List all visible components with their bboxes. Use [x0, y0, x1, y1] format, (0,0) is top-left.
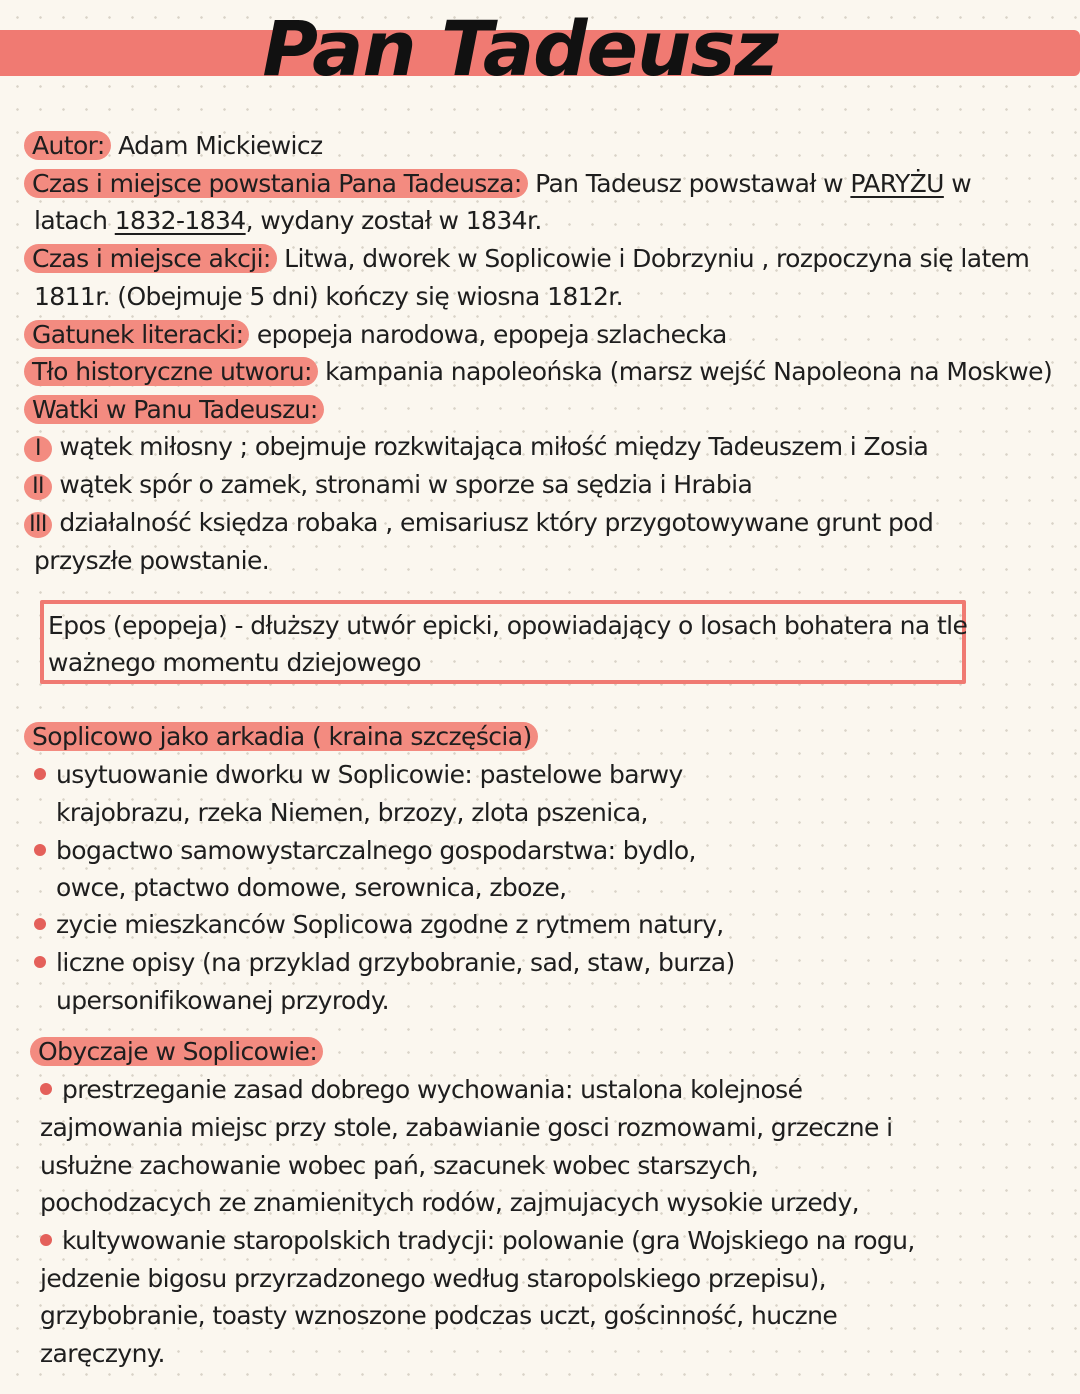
arcadia-text: liczne opisy (na przyklad grzybobranie, sad, staw, burza) — [56, 948, 735, 977]
thread-number: II — [24, 474, 52, 500]
thread-item — [34, 467, 752, 503]
customs-item — [40, 1223, 915, 1259]
bullet-icon — [34, 918, 46, 930]
action-line — [34, 241, 1029, 277]
customs-heading: Obyczaje w Soplicowie: — [30, 1037, 323, 1066]
history-label: Tło historyczne utworu: — [24, 357, 318, 386]
arcadia-item — [34, 945, 735, 981]
arcadia-item — [34, 757, 683, 793]
definition-box — [40, 600, 966, 684]
bullet-icon — [40, 1234, 52, 1246]
history-value: kampania napoleońska (marsz wejść Napoleona na Moskwe) — [325, 357, 1053, 386]
thread-item — [29, 505, 934, 541]
creation-place: PARYŻU — [850, 169, 944, 198]
threads-heading: Watki w Panu Tadeuszu: — [24, 395, 324, 424]
arcadia-text-cont: owce, ptactwo domowe, serownica, zboze, — [56, 873, 567, 902]
thread-text: wątek miłosny ; obejmuje rozkwitająca miłość między Tadeuszem i Zosia — [59, 432, 929, 461]
arcadia-text: bogactwo samowystarczalnego gospodarstwa: bydlo, — [56, 836, 696, 865]
thread-number: I — [24, 436, 52, 462]
action-value: Litwa, dworek w Soplicowie i Dobrzyniu , rozpoczyna się latem — [284, 244, 1030, 273]
creation-years: 1832-1834 — [114, 206, 246, 235]
customs-text-cont: zaręczyny. — [40, 1339, 165, 1368]
action-label: Czas i miejsce akcji: — [24, 244, 277, 273]
customs-item — [40, 1072, 802, 1108]
customs-text-cont: grzybobranie, toasty wznoszone podczas uczt, gościnność, huczne — [40, 1301, 838, 1330]
arcadia-item — [34, 833, 696, 869]
bullet-icon — [34, 844, 46, 856]
bullet-icon — [34, 768, 46, 780]
definition-line-1: Epos (epopeja) - dłuższy utwór epicki, opowiadający o losach bohatera na tle — [48, 611, 968, 640]
bullet-icon — [40, 1083, 52, 1095]
thread-text: wątek spór o zamek, stronami w sporze sa sędzia i Hrabia — [59, 470, 753, 499]
customs-text-cont: usłużne zachowanie wobec pań, szacunek wobec starszych, — [40, 1151, 759, 1180]
customs-heading-line — [40, 1034, 323, 1070]
creation-value: Pan Tadeusz powstawał w — [535, 169, 844, 198]
threads-heading-line — [34, 392, 324, 428]
thread-text: działalność księdza robaka , emisariusz który przygotowywane grunt pod — [59, 508, 934, 537]
customs-text-cont: zajmowania miejsc przy stole, zabawianie gosci rozmowami, grzeczne i — [40, 1113, 893, 1142]
creation-line-2 — [34, 203, 542, 239]
bullet-icon — [34, 956, 46, 968]
page-title: Pan Tadeusz — [262, 4, 778, 93]
customs-text-cont: pochodzacych ze znamienitych rodów, zajmujacych wysokie urzedy, — [40, 1188, 859, 1217]
arcadia-heading-line — [34, 719, 538, 755]
arcadia-text: zycie mieszkanców Soplicowa zgodne z rytmem natury, — [56, 910, 724, 939]
creation-published: , wydany został w 1834r. — [245, 206, 542, 235]
author-label: Autor: — [24, 131, 111, 160]
creation-value-end: w — [951, 169, 972, 198]
genre-value: epopeja narodowa, epopeja szlachecka — [256, 320, 727, 349]
arcadia-item — [34, 907, 724, 943]
customs-text-cont: jedzenie bigosu przyrzadzonego według staropolskiego przepisu), — [40, 1264, 826, 1293]
arcadia-text-cont: krajobrazu, rzeka Niemen, brzozy, zlota pszenica, — [56, 798, 648, 827]
definition-line-2: ważnego momentu dziejowego — [48, 648, 421, 677]
history-line — [34, 354, 1052, 390]
thread-number: III — [24, 512, 52, 538]
action-line-2: 1811r. (Obejmuje 5 dni) kończy się wiosna 1812r. — [34, 282, 624, 311]
thread-continuation: przyszłe powstanie. — [34, 546, 270, 575]
arcadia-heading: Soplicowo jako arkadia ( kraina szczęścia) — [24, 722, 538, 751]
author-value: Adam Mickiewicz — [118, 131, 323, 160]
customs-text: prestrzeganie zasad dobrego wychowania: ustalona kolejnosé — [62, 1075, 803, 1104]
arcadia-text-cont: upersonifikowanej przyrody. — [56, 986, 389, 1015]
creation-years-prefix: latach — [34, 206, 108, 235]
thread-item — [34, 429, 928, 465]
author-line — [34, 128, 323, 164]
arcadia-text: usytuowanie dworku w Soplicowie: pastelowe barwy — [56, 760, 683, 789]
genre-label: Gatunek literacki: — [24, 320, 249, 349]
creation-label: Czas i miejsce powstania Pana Tadeusza: — [24, 169, 528, 198]
genre-line — [34, 317, 727, 353]
creation-line — [34, 166, 971, 202]
customs-text: kultywowanie staropolskich tradycji: polowanie (gra Wojskiego na rogu, — [62, 1226, 915, 1255]
